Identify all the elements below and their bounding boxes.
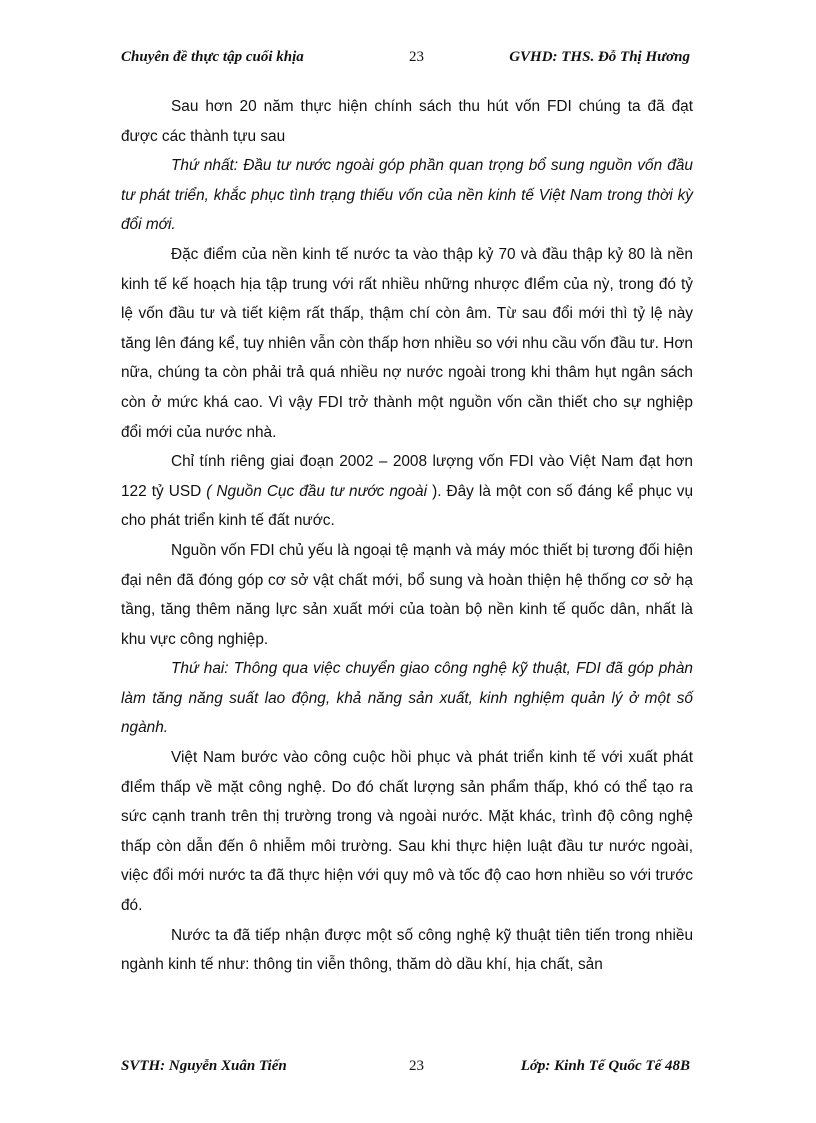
footer-class: Lớp: Kinh Tế Quốc Tế 48B — [520, 1058, 690, 1074]
source-citation: ( Nguồn Cục đầu tư nước ngoài — [206, 482, 428, 500]
paragraph-fdi-capital: Nguồn vốn FDI chủ yếu là ngoại tệ mạnh và máy móc thiết bị tương đối hiện đại nên đã đóng góp cơ sở vật chất mới, bổ sung và hoàn thiện hệ thống cơ sở hạ tầng, tăng thêm năng lực sản xuất mới của toàn bộ nền kinh tế quốc dân, nhất là khu vực công nghiệp. — [121, 541, 693, 648]
page-header — [121, 49, 690, 73]
header-advisor: GVHD: THS. Đỗ Thị Hương — [509, 49, 690, 65]
paragraph-second-achievement: Thứ hai: Thông qua việc chuyển giao công nghệ kỹ thuật, FDI đã góp phàn làm tăng năng suất lao động, khả năng sản xuất, kinh nghiệm quản lý ở một số ngành. — [121, 660, 693, 737]
paragraph-economy-features: Đặc điểm của nền kinh tế nước ta vào thập kỷ 70 và đầu thập kỷ 80 là nền kinh tế kế hoạch hịa tập trung với rất nhiều những nhược đIểm của nỳ, trong đó tỷ lệ vốn đầu tư và tiết kiệm rất thấp, thậm chí còn âm. Từ sau đổi mới thì tỷ lệ này tăng lên đáng kể, tuy nhiên vẫn còn thấp hơn nhiều so với nhu cầu vốn đầu tư. Hơn nữa, chúng ta còn phải trả quá nhiều nợ nước ngoài trong khi thâm hụt ngân sách còn ở mức khá cao. Vì vậy FDI trở thành một nguồn vốn cần thiết cho sự nghiệp đổi mới của nước nhà. — [121, 245, 693, 441]
paragraph-fdi-amount — [121, 447, 693, 536]
header-title: Chuyên đề thực tập cuối khịa — [121, 49, 304, 65]
footer-student: SVTH: Nguyễn Xuân Tiến — [121, 1058, 287, 1074]
paragraph-first-achievement: Thứ nhất: Đầu tư nước ngoài góp phần quan trọng bổ sung nguồn vốn đầu tư phát triển, khắc phục tình trạng thiếu vốn của nền kinh tế Việt Nam trong thời kỳ đổi mới. — [121, 157, 693, 234]
document-body — [121, 92, 693, 980]
paragraph-intro: Sau hơn 20 năm thực hiện chính sách thu hút vốn FDI chúng ta đã đạt được các thành tựu sau — [121, 98, 693, 145]
fdi-amount-text-end: ). Đây là một con số đáng kể phục vụ cho phát triển kinh tế đất nước. — [121, 482, 694, 530]
paragraph-technology: Việt Nam bước vào công cuộc hồi phục và phát triển kinh tế với xuất phát đIểm thấp về mặt công nghệ. Do đó chất lượng sản phẩm thấp, khó có thể tạo ra sức cạnh tranh trên thị trường trong và ngoài nước. Mặt khác, trình độ công nghệ thấp còn dẫn đến ô nhiễm môi trường. Sau khi thực hiện luật đầu tư nước ngoài, việc đổi mới nước ta đã thực hiện với quy mô và tốc độ cao hơn nhiều so với trước đó. — [121, 749, 693, 915]
fdi-amount-text: Chỉ tính riêng giai đoạn 2002 – 2008 lượng vốn FDI vào Việt Nam đạt hơn 122 tỷ USD — [121, 453, 693, 500]
page-footer — [121, 1058, 690, 1082]
header-page-number: 23 — [409, 49, 424, 65]
footer-page-number: 23 — [409, 1058, 424, 1074]
paragraph-advanced-tech: Nước ta đã tiếp nhận được một số công nghệ kỹ thuật tiên tiến trong nhiều ngành kinh tế như: thông tin viễn thông, thăm dò dầu khí, hịa chất, sản — [121, 926, 693, 974]
